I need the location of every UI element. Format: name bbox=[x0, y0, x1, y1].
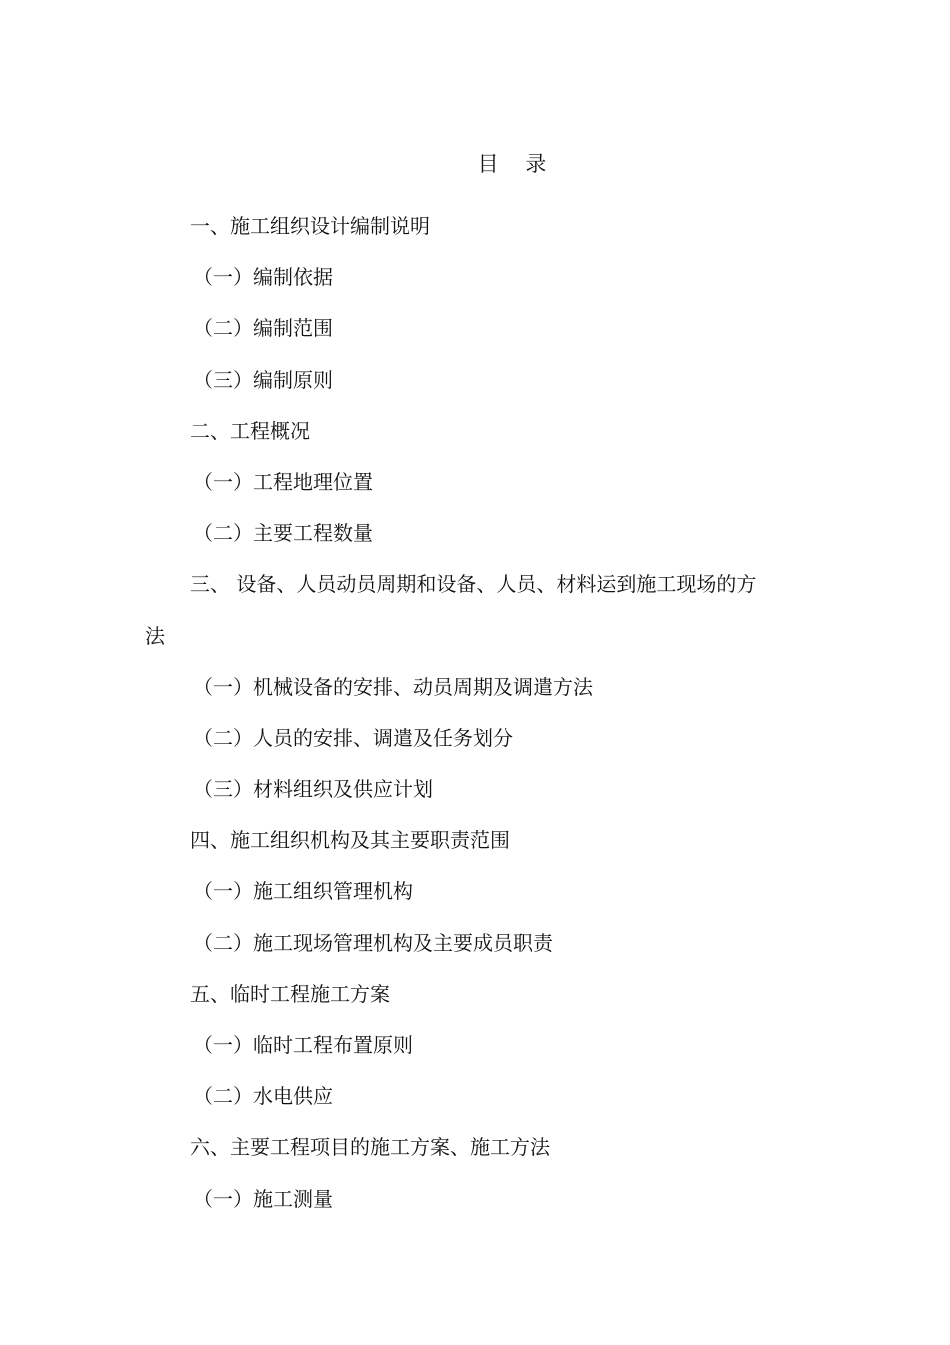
toc-entry-subsection: （二）编制范围 bbox=[193, 316, 333, 341]
toc-entry-subsection: （二）人员的安排、调遣及任务划分 bbox=[193, 725, 513, 750]
toc-entry-subsection: （一）编制依据 bbox=[193, 265, 333, 290]
toc-entry-section-3: 三、 设备、人员动员周期和设备、人员、材料运到施工现场的方 bbox=[190, 572, 757, 597]
toc-entry-section-5: 五、临时工程施工方案 bbox=[190, 981, 390, 1006]
toc-entry-subsection: （一）施工测量 bbox=[193, 1186, 333, 1211]
toc-entry-section-1: 一、施工组织设计编制说明 bbox=[190, 214, 430, 238]
toc-entry-subsection: （一）工程地理位置 bbox=[193, 469, 373, 494]
toc-entry-section-3-continued: 法 bbox=[145, 623, 165, 648]
toc-entry-section-2: 二、工程概况 bbox=[190, 418, 310, 443]
toc-entry-subsection: （三）编制原则 bbox=[193, 367, 333, 392]
toc-entry-section-6: 六、主要工程项目的施工方案、施工方法 bbox=[190, 1135, 550, 1160]
toc-entry-subsection: （一）临时工程布置原则 bbox=[193, 1033, 413, 1057]
toc-entry-subsection: （三）材料组织及供应计划 bbox=[193, 777, 433, 802]
toc-title: 目 录 bbox=[477, 152, 547, 176]
toc-entry-subsection: （二）主要工程数量 bbox=[193, 521, 373, 546]
toc-entry-subsection: （二）施工现场管理机构及主要成员职责 bbox=[193, 930, 553, 955]
toc-entry-subsection: （二）水电供应 bbox=[193, 1084, 333, 1109]
toc-entry-subsection: （一）机械设备的安排、动员周期及调遣方法 bbox=[193, 674, 593, 699]
toc-entry-subsection: （一）施工组织管理机构 bbox=[193, 879, 413, 904]
toc-list bbox=[0, 208, 950, 1232]
toc-entry-section-4: 四、施工组织机构及其主要职责范围 bbox=[190, 828, 510, 853]
